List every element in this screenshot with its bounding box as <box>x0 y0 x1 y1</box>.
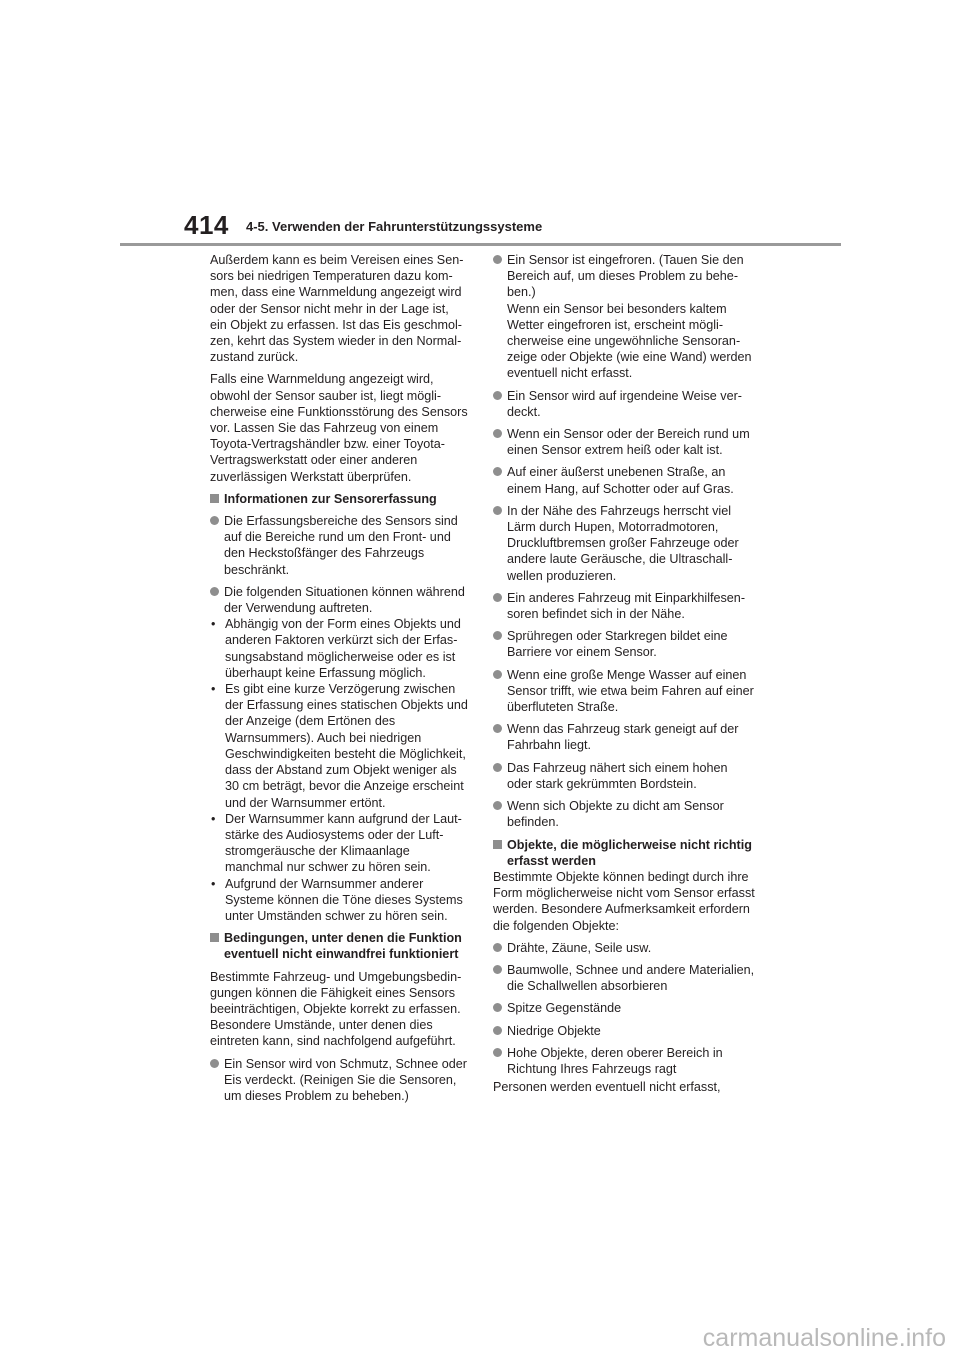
list-item <box>493 1000 755 1016</box>
circle-bullet-icon <box>210 587 219 596</box>
list-item-text: Spitze Gegenstände <box>507 1001 622 1016</box>
list-item-text: Das Fahrzeug nähert sich einem hohen oder stark gekrümmten Bordstein. <box>507 760 728 791</box>
list-item <box>493 962 755 994</box>
list-item-text: Wenn ein Sensor oder der Bereich rund um einen Sensor extrem heiß oder kalt ist. <box>507 427 750 458</box>
list-item <box>493 1045 755 1077</box>
circle-bullet-icon <box>493 670 502 679</box>
list-item-text: In der Nähe des Fahrzeugs herrscht viel Lärm durch Hupen, Motorradmotoren, Druckluftbremsen großer Fahrzeuge oder andere laute Geräusche, die Ultraschallwellen produzieren. <box>507 503 739 583</box>
section-heading-info <box>210 491 468 507</box>
circle-bullet-icon <box>493 1048 502 1057</box>
list-item <box>493 590 755 622</box>
left-column <box>210 252 468 1110</box>
page-number: 414 <box>184 210 229 240</box>
paragraph: Falls eine Warnmeldung angezeigt wird, obwohl der Sensor sauber ist, liegt möglicherweise eine Funktionsstörung des Sensors vor. Lassen Sie das Fahrzeug von einem Toyota-Vertragshändler bzw. einer Toyota-Vertragswerkstatt oder einer anderen zuverlässigen Werkstatt überprüfen. <box>210 372 468 484</box>
circle-bullet-icon <box>493 1026 502 1035</box>
circle-bullet-icon <box>493 943 502 952</box>
sub-list-item-text: Der Warnsummer kann aufgrund der Lautstärke des Audiosystems oder der Luftstromgeräusche der Klimaanlage manchmal nur schwer zu hören sein. <box>225 811 462 875</box>
chapter-title: 4-5. Verwenden der Fahrunterstützungssysteme <box>246 219 543 234</box>
paragraph: Personen werden eventuell nicht erfasst, <box>493 1080 721 1095</box>
list-item-text: Ein Sensor ist eingefroren. (Tauen Sie den Bereich auf, um dieses Problem zu beheben.) Wenn ein Sensor bei besonders kaltem Wetter eingefroren ist, erscheint möglicherweise eine ungewöhnliche Sensoranzeige oder Objekte (wie eine Wand) werden eventuell nicht erfasst. <box>507 253 752 381</box>
header-divider <box>120 243 841 246</box>
section-heading-text: Informationen zur Sensorerfassung <box>224 491 437 506</box>
circle-bullet-icon <box>493 255 502 264</box>
right-column <box>493 252 755 1101</box>
circle-bullet-icon <box>493 801 502 810</box>
list-item <box>493 667 755 716</box>
list-item <box>493 252 755 382</box>
list-item <box>493 1023 755 1039</box>
circle-bullet-icon <box>210 1059 219 1068</box>
circle-bullet-icon <box>493 763 502 772</box>
circle-bullet-icon <box>493 593 502 602</box>
list-item <box>493 760 755 792</box>
sub-list-item: • Aufgrund der Warnsummer anderer Systeme können die Töne dieses Systems unter Umständen schwer zu hören sein. <box>211 876 463 923</box>
circle-bullet-icon <box>493 506 502 515</box>
circle-bullet-icon <box>493 724 502 733</box>
list-item-text: Niedrige Objekte <box>507 1023 601 1038</box>
list-item-text: Sprühregen oder Starkregen bildet eine Barriere vor einem Sensor. <box>507 629 728 660</box>
list-item-text: Hohe Objekte, deren oberer Bereich in Richtung Ihres Fahrzeugs ragt <box>507 1045 723 1076</box>
list-item-text: Ein Sensor wird von Schmutz, Schnee oder Eis verdeckt. (Reinigen Sie die Sensoren, um dieses Problem zu beheben.) <box>224 1056 467 1103</box>
sub-list-item: • Abhängig von der Form eines Objekts und anderen Faktoren verkürzt sich der Erfassungsabstand möglicherweise oder es ist überhaupt keine Erfassung möglich. <box>211 617 461 680</box>
list-item <box>493 388 755 420</box>
watermark: carmanualsonline.info <box>702 1324 946 1352</box>
paragraph: Bestimmte Objekte können bedingt durch ihre Form möglicherweise nicht vom Sensor erfasst werden. Besondere Aufmerksamkeit erfordern die folgenden Objekte: <box>493 869 755 933</box>
sub-list-item: • Der Warnsummer kann aufgrund der Lautstärke des Audiosystems oder der Luftstromgeräusche der Klimaanlage manchmal nur schwer zu hören sein. <box>211 811 462 875</box>
list-item-text: Wenn eine große Menge Wasser auf einen Sensor trifft, wie etwa beim Fahren auf einer überfluteten Straße. <box>507 667 754 715</box>
section-heading-conditions <box>210 930 468 962</box>
section-heading-objects <box>493 837 755 869</box>
list-item-text: Die folgenden Situationen können während der Verwendung auftreten. <box>224 584 465 616</box>
square-bullet-icon <box>210 933 219 942</box>
list-item-text: Wenn sich Objekte zu dicht am Sensor befinden. <box>507 799 724 830</box>
circle-bullet-icon <box>493 467 502 476</box>
list-item <box>210 584 468 616</box>
circle-bullet-icon <box>493 631 502 640</box>
list-item <box>493 940 755 956</box>
sub-list <box>210 616 468 924</box>
list-item <box>210 1056 468 1105</box>
circle-bullet-icon <box>493 1003 502 1012</box>
circle-bullet-icon <box>493 391 502 400</box>
list-item-text: Wenn das Fahrzeug stark geneigt auf der Fahrbahn liegt. <box>507 722 739 753</box>
paragraph: Außerdem kann es beim Vereisen eines Sensors bei niedrigen Temperaturen dazu kommen, dass eine Warnmeldung angezeigt wird oder der Sensor nicht mehr in der Lage ist, ein Objekt zu erfassen. Ist das Eis geschmolzen, kehrt das System wieder in den Normalzustand zurück. <box>210 253 464 365</box>
circle-bullet-icon <box>493 965 502 974</box>
list-item-text: Ein Sensor wird auf irgendeine Weise verdeckt. <box>507 388 742 419</box>
list-item <box>493 798 755 830</box>
list-item <box>493 628 755 660</box>
square-bullet-icon <box>493 840 502 849</box>
list-item-text: Auf einer äußerst unebenen Straße, an einem Hang, auf Schotter oder auf Gras. <box>507 465 734 496</box>
circle-bullet-icon <box>493 429 502 438</box>
sub-list-item-text: Es gibt eine kurze Verzögerung zwischen der Erfassung eines statischen Objekts und der Anzeige (dem Ertönen des Warnsummers). Auch bei niedrigen Geschwindigkeiten besteht die Möglichkeit, dass der Abstand zum Objekt weniger als 30 cm beträgt, bevor die Anzeige erscheint und der Warnsummer ertönt. <box>225 682 468 810</box>
paragraph: Bestimmte Fahrzeug- und Umgebungsbedingungen können die Fähigkeit eines Sensors beeinträchtigen, Objekte korrekt zu erfassen. Besondere Umstände, unter denen dies eintreten kann, sind nachfolgend aufgeführt. <box>210 969 462 1049</box>
sub-list-item: • Es gibt eine kurze Verzögerung zwischen der Erfassung eines statischen Objekts und der Anzeige (dem Ertönen des Warnsummers). Auch bei niedrigen Geschwindigkeiten besteht die Möglichkeit, dass der Abstand zum Objekt weniger als 30 cm beträgt, bevor die Anzeige erscheint und der Warnsummer ertönt. <box>211 682 468 810</box>
list-item <box>493 503 755 584</box>
section-heading-text: Objekte, die möglicherweise nicht richtig erfasst werden <box>507 837 752 868</box>
sub-list-item-text: Aufgrund der Warnsummer anderer Systeme können die Töne dieses Systems unter Umständen schwer zu hören sein. <box>225 876 463 923</box>
sub-list-item-text: Abhängig von der Form eines Objekts und anderen Faktoren verkürzt sich der Erfassungsabstand möglicherweise oder es ist überhaupt keine Erfassung möglich. <box>225 617 461 680</box>
list-item <box>493 464 755 496</box>
list-item-text: Ein anderes Fahrzeug mit Einparkhilfesensoren befindet sich in der Nähe. <box>507 590 746 622</box>
section-heading-text: Bedingungen, unter denen die Funktion eventuell nicht einwandfrei funktioniert <box>224 931 462 962</box>
list-item-text: Drähte, Zäune, Seile usw. <box>507 940 652 955</box>
list-item-text: Die Erfassungsbereiche des Sensors sind auf die Bereiche rund um den Front- und den Heckstoßfänger des Fahrzeugs beschränkt. <box>224 514 458 577</box>
list-item <box>493 426 755 458</box>
list-item <box>493 721 755 753</box>
square-bullet-icon <box>210 494 219 503</box>
circle-bullet-icon <box>210 516 219 525</box>
list-item-text: Baumwolle, Schnee und andere Materialien, die Schallwellen absorbieren <box>507 962 755 994</box>
list-item <box>210 513 468 578</box>
